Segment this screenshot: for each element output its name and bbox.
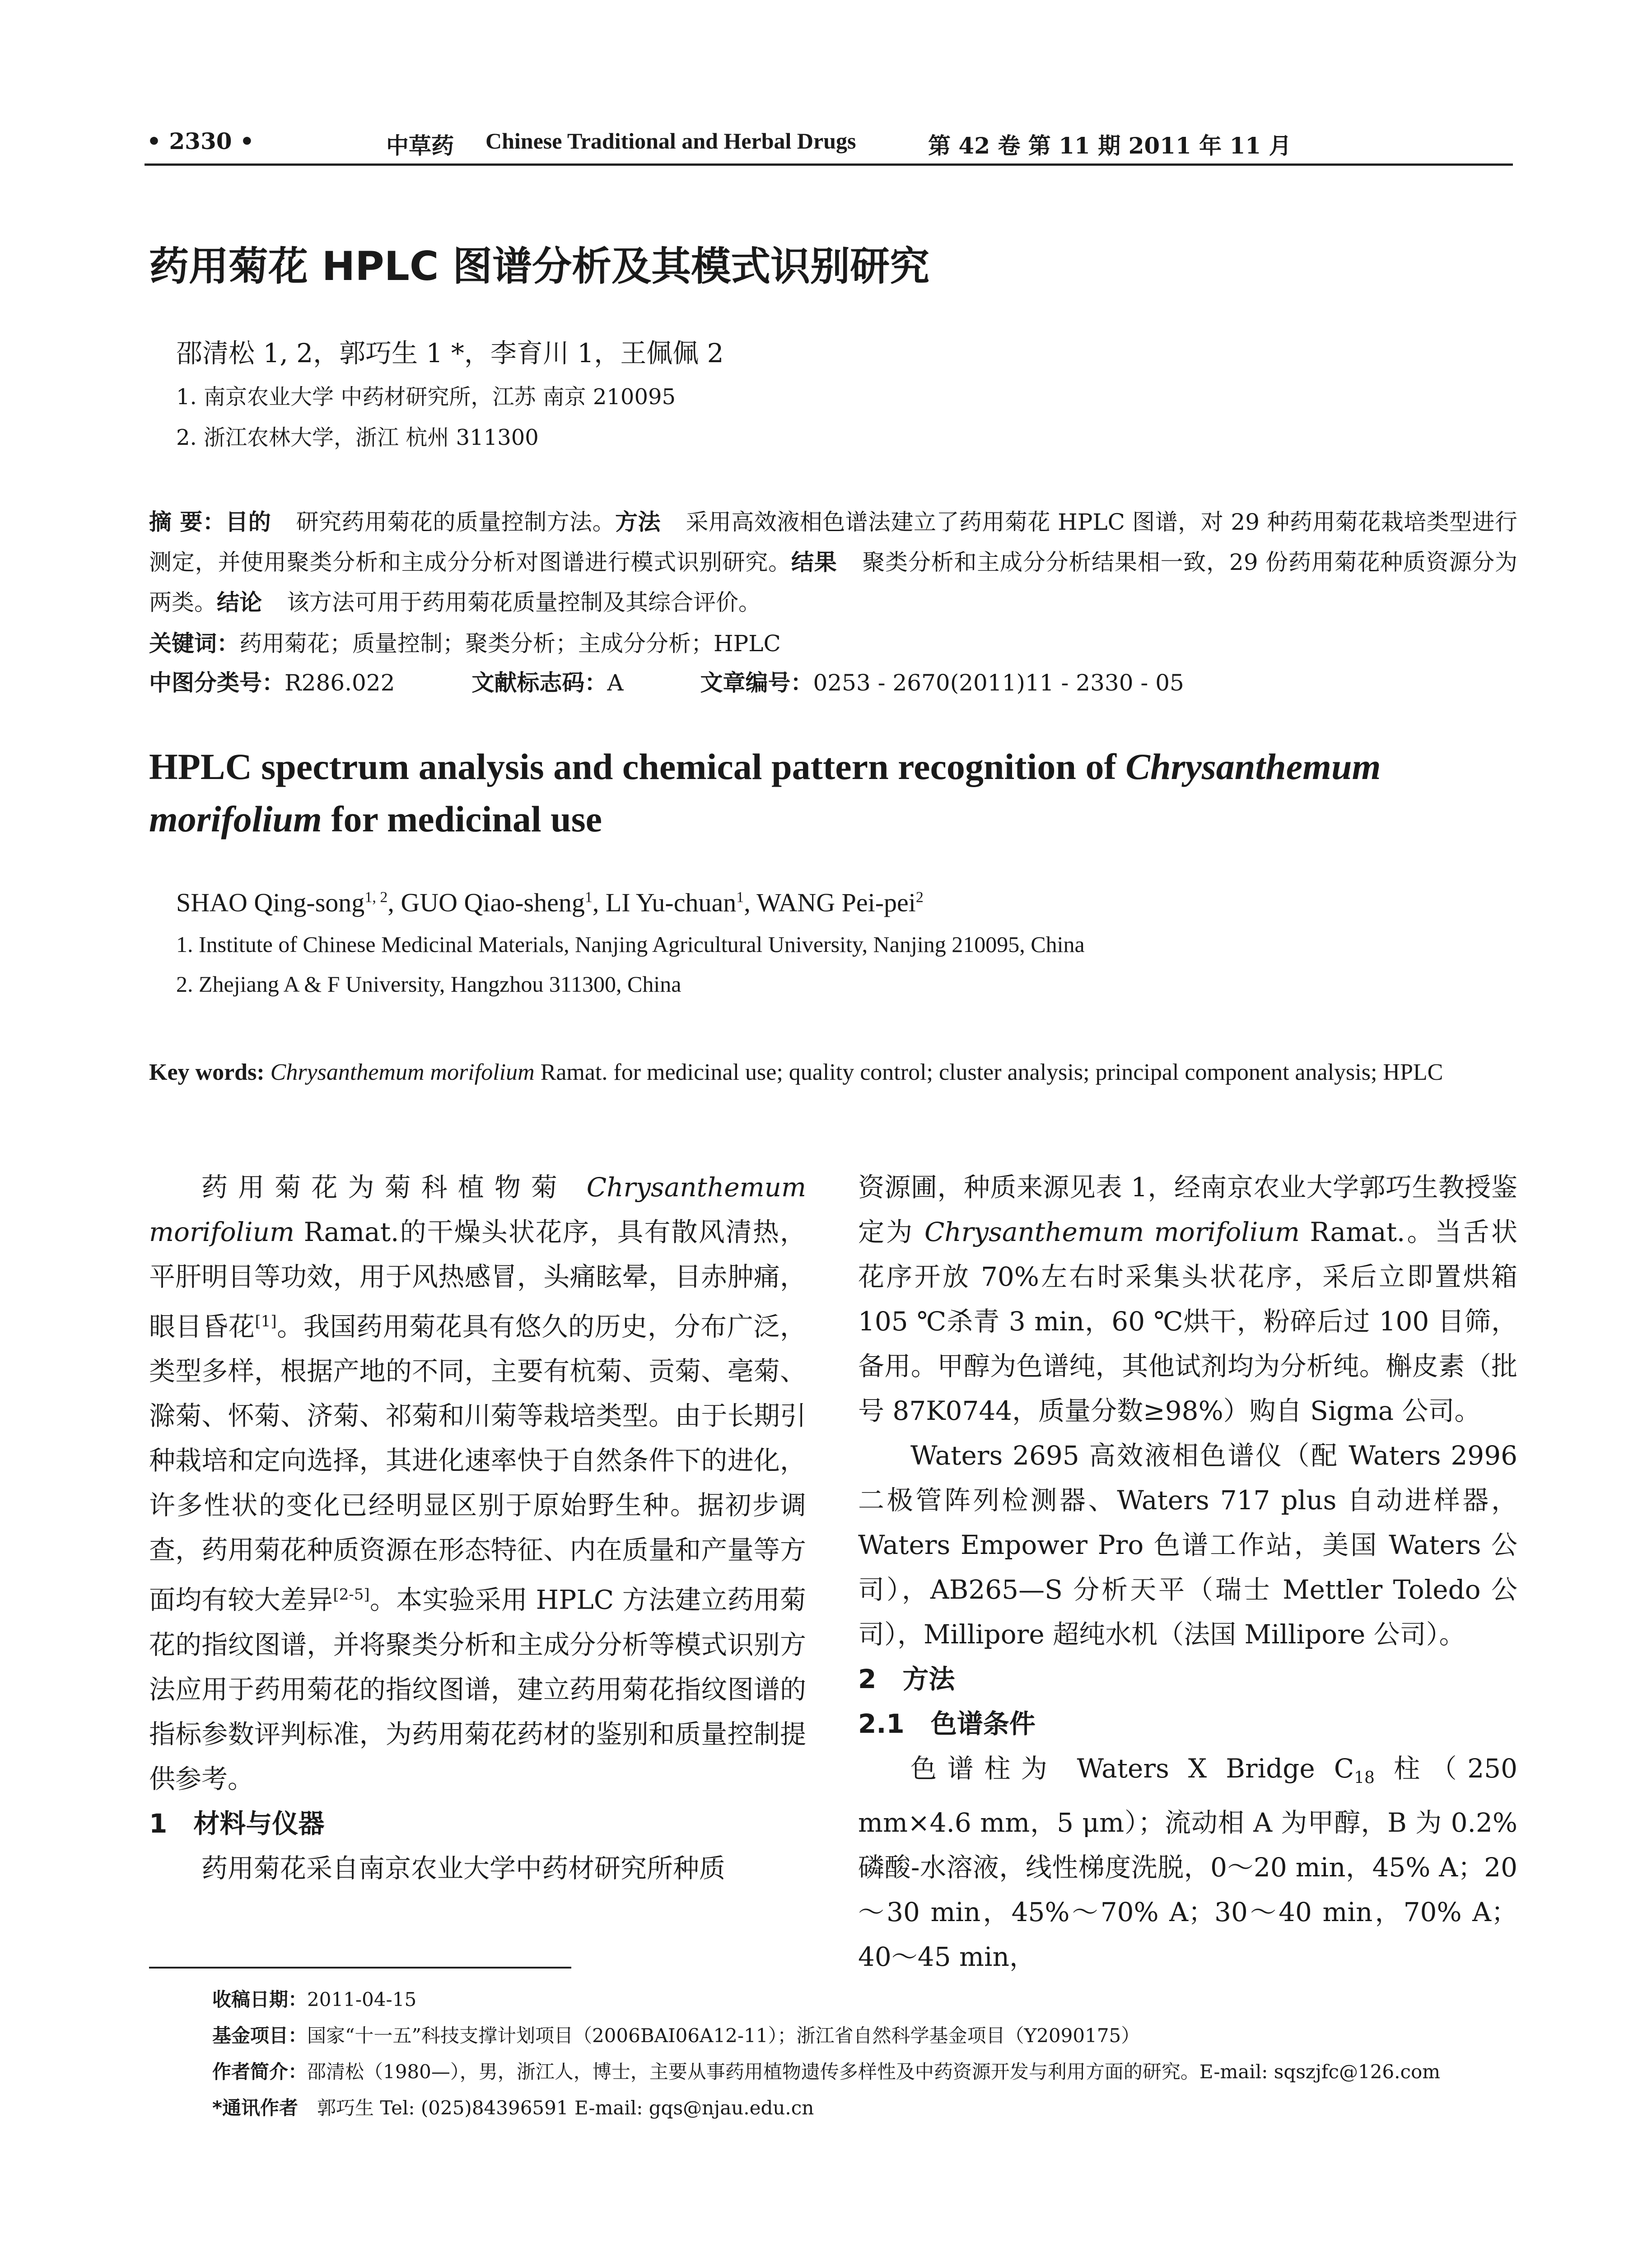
header-rule bbox=[145, 163, 1513, 166]
doc-code-value: A bbox=[607, 670, 624, 696]
journal-name-cn: 中草药 bbox=[386, 132, 454, 159]
keywords-label: 关键词： bbox=[149, 630, 239, 657]
conclusion-text: 该方法可用于药用菊花质量控制及其综合评价。 bbox=[287, 589, 761, 616]
title-en-part: HPLC spectrum analysis and chemical pattern recognition of bbox=[149, 746, 1126, 787]
author-name: , LI Yu-chuan bbox=[592, 888, 737, 917]
class-value: R286.022 bbox=[285, 670, 395, 696]
paper-title-cn: 药用菊花 HPLC 图谱分析及其模式识别研究 bbox=[149, 243, 930, 289]
keywords-en-label: Key words: bbox=[149, 1059, 265, 1085]
body-paragraph: Waters 2695 高效液相色谱仪（配 Waters 2996 二极管阵列检测器、Waters 717 plus 自动进样器，Waters Empower Pro 色谱工作站，美国 Waters 公司），AB265—S 分析天平（瑞士 Mettler Toledo 公司），Millipore 超纯水机（法国 Millipore 公司）。 bbox=[858, 1440, 1517, 1650]
authors-en bbox=[176, 887, 924, 918]
citation-ref: [1] bbox=[255, 1312, 277, 1330]
affiliation-en-2: 2. Zhejiang A & F University, Hangzhou 311300, China bbox=[176, 971, 681, 997]
keywords-en-text: Ramat. for medicinal use; quality control; cluster analysis; principal component analysis; HPLC bbox=[534, 1059, 1443, 1085]
section-heading-2-1: 2.1 色谱条件 bbox=[858, 1708, 1036, 1739]
author-name: SHAO Qing-song bbox=[176, 888, 365, 917]
author-affiliation-mark: 1 bbox=[584, 889, 593, 906]
footnote-fund: 基金项目：国家“十一五”科技支撑计划项目（2006BAI06A12-11）；浙江省自然科学基金项目（Y2090175） bbox=[212, 2025, 1140, 2047]
objective-label: 目的 bbox=[225, 509, 271, 535]
body-paragraph: 药用菊花采自南京农业大学中药材研究所种质 bbox=[201, 1852, 726, 1884]
affiliation-en-1: 1. Institute of Chinese Medicinal Materials, Nanjing Agricultural University, Nanjing 210095, China bbox=[176, 932, 1085, 957]
section-heading-1: 1 材料与仪器 bbox=[149, 1808, 325, 1839]
authors-cn: 邵清松 1, 2，郭巧生 1 *，李育川 1，王佩佩 2 bbox=[176, 338, 724, 369]
title-en-part: for medicinal use bbox=[322, 798, 602, 840]
footnote-author: 作者简介：邵清松（1980—），男，浙江人，博士，主要从事药用植物遗传多样性及中药资源开发与利用方面的研究。E-mail: sqszjfc@126.com bbox=[212, 2061, 1441, 2083]
affiliation-cn-2: 2. 浙江农林大学，浙江 杭州 311300 bbox=[176, 425, 539, 450]
result-text: 聚类分析和主成分分析结果相一致，29 份药用菊花种质资源分为两类。 bbox=[149, 549, 1518, 616]
keywords-en bbox=[149, 1052, 1517, 1092]
section-heading-2: 2 方法 bbox=[858, 1664, 955, 1694]
class-label: 中图分类号： bbox=[149, 670, 285, 696]
author-name: , WANG Pei-pei bbox=[744, 888, 916, 917]
issue-info: 第 42 卷 第 11 期 2011 年 11 月 bbox=[928, 132, 1292, 159]
author-name: , GUO Qiao-sheng bbox=[387, 888, 585, 917]
result-label: 结果 bbox=[791, 549, 837, 575]
body-column-left bbox=[149, 1165, 806, 1891]
body-paragraph: 色谱柱为 Waters X Bridge $C_{18}$ 柱（250 mm×4.6 mm，5 μm）；流动相 A 为甲醇，B 为 0.2%磷酸-水溶液，线性梯度洗脱，0～20 min，45% A；20～30 min，45%～70% A；30～40 min，70% A；40～45 min， bbox=[858, 1753, 1517, 1972]
body-paragraph: 药用菊花为菊科植物菊 Chrysanthemum morifolium Ramat.的干燥头状花序，具有散风清热，平肝明目等功效，用于风热感冒，头痛眩晕，目赤肿痛，眼目昏花[1]。我国药用菊花具有悠久的历史，分布广泛，类型多样，根据产地的不同，主要有杭菊、贡菊、亳菊、滁菊、怀菊、济菊、祁菊和川菊等栽培类型。由于长期引种栽培和定向选择，其进化速率快于自然条件下的进化，许多性状的变化已经明显区别于原始野生种。据初步调查，药用菊花种质资源在形态特征、内在质量和产量等方面均有较大差异[2-5]。本实验采用 HPLC 方法建立药用菊花的指纹图谱，并将聚类分析和主成分分析等模式识别方法应用于药用菊花的指纹图谱，建立药用菊花指纹图谱的指标参数评判标准，为药用菊花药材的鉴别和质量控制提供参考。 bbox=[149, 1172, 806, 1794]
title-en-species: Chrysanthemum morifolium bbox=[149, 746, 1381, 840]
author-affiliation-mark: 2 bbox=[915, 889, 924, 906]
objective-text: 研究药用菊花的质量控制方法。 bbox=[296, 509, 616, 535]
footnote-received: 收稿日期：2011-04-15 bbox=[212, 1988, 417, 2011]
journal-name-en: Chinese Traditional and Herbal Drugs bbox=[485, 128, 856, 154]
footnote-corresponding: *通讯作者 郭巧生 Tel: (025)84396591 E-mail: gqs@njau.edu.cn bbox=[212, 2097, 814, 2119]
abstract-cn bbox=[149, 502, 1517, 623]
method-text: 采用高效液相色谱法建立了药用菊花 HPLC 图谱，对 29 种药用菊花栽培类型进行测定，并使用聚类分析和主成分分析对图谱进行模式识别研究。 bbox=[149, 509, 1517, 575]
citation-ref: [2-5] bbox=[333, 1586, 370, 1604]
author-affiliation-mark: 1, 2 bbox=[364, 889, 388, 906]
author-affiliation-mark: 1 bbox=[736, 889, 744, 906]
doc-code-label: 文献标志码： bbox=[471, 670, 607, 696]
conclusion-label: 结论 bbox=[217, 589, 262, 616]
page-number: • 2330 • bbox=[147, 128, 254, 154]
article-no-label: 文章编号： bbox=[700, 670, 813, 696]
body-paragraph: 资源圃，种质来源见表 1，经南京农业大学郭巧生教授鉴定为 Chrysanthemum morifolium Ramat.。当舌状花序开放 70%左右时采集头状花序，采后立即置烘箱 105 ℃杀青 3 min，60 ℃烘干，粉碎后过 100 目筛，备用。甲醇为色谱纯，其他试剂均为分析纯。槲皮素（批号 87K0744，质量分数≥98%）购自 Sigma 公司。 bbox=[858, 1172, 1518, 1426]
footnote-rule bbox=[149, 1967, 571, 1969]
keywords-en-species: Chrysanthemum morifolium bbox=[270, 1059, 535, 1085]
article-no-value: 0253 - 2670(2011)11 - 2330 - 05 bbox=[813, 670, 1184, 696]
body-column-right bbox=[858, 1165, 1517, 1979]
method-label: 方法 bbox=[615, 509, 661, 535]
abstract-label: 摘 要： bbox=[149, 509, 226, 535]
keywords-cn bbox=[149, 625, 781, 658]
keywords-text: 药用菊花；质量控制；聚类分析；主成分分析；HPLC bbox=[239, 630, 781, 657]
paper-title-en bbox=[149, 741, 1517, 845]
affiliation-cn-1: 1. 南京农业大学 中药材研究所，江苏 南京 210095 bbox=[176, 384, 676, 410]
classification-line bbox=[149, 665, 1184, 697]
